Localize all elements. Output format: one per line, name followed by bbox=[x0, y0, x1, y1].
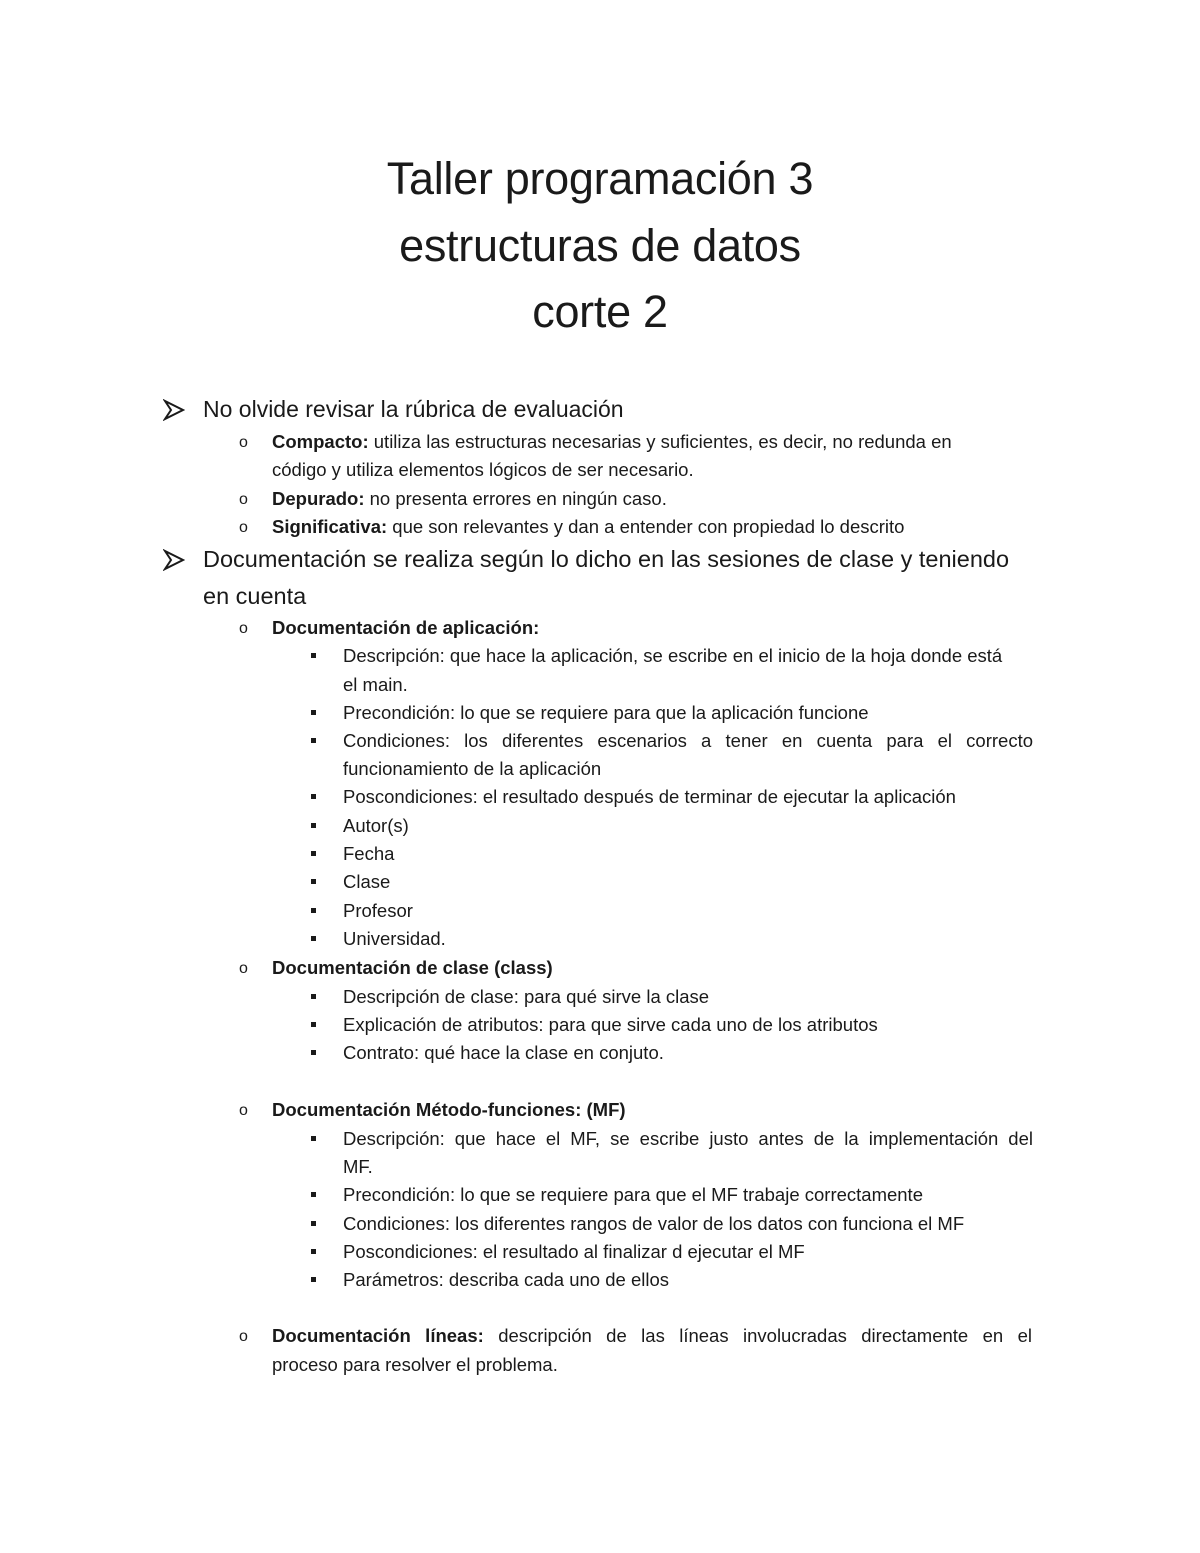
square-bullet-icon bbox=[311, 1277, 316, 1282]
o-bullet: o bbox=[239, 960, 248, 977]
app-item-condiciones-cont: funcionamiento de la aplicación bbox=[343, 758, 602, 779]
section-heading-documentacion: Documentación se realiza según lo dicho en las sesiones de clase y teniendo bbox=[203, 546, 1010, 572]
subheading-app-doc bbox=[272, 614, 539, 642]
square-bullet-icon bbox=[311, 908, 316, 913]
mf-item-descripcion-cont: MF. bbox=[343, 1156, 373, 1177]
o-bullet: o bbox=[239, 491, 248, 508]
mf-item-descripcion: Descripción: que hace el MF, se escribe justo antes de la implementación del bbox=[343, 1128, 1033, 1149]
class-item-descripcion: Descripción de clase: para qué sirve la clase bbox=[343, 986, 710, 1007]
app-item-descripcion: Descripción: que hace la aplicación, se escribe en el inicio de la hoja donde está bbox=[343, 645, 1003, 666]
class-item-atributos: Explicación de atributos: para que sirve cada uno de los atributos bbox=[343, 1014, 878, 1035]
o-bullet: o bbox=[239, 1328, 248, 1345]
rubric-label: Compacto: bbox=[272, 431, 369, 452]
mf-item-poscondiciones: Poscondiciones: el resultado al finalizar d ejecutar el MF bbox=[343, 1241, 805, 1262]
square-bullet-icon bbox=[311, 653, 316, 658]
lines-text: descripción de las líneas involucradas directamente en el bbox=[483, 1325, 1033, 1346]
app-item-poscondiciones: Poscondiciones: el resultado después de terminar de ejecutar la aplicación bbox=[343, 786, 956, 807]
app-item-fecha: Fecha bbox=[343, 843, 395, 864]
o-bullet: o bbox=[239, 434, 248, 451]
subheading-text: Documentación Método-funciones: (MF) bbox=[272, 1099, 626, 1120]
rubric-label: Depurado: bbox=[272, 488, 365, 509]
lines-doc-cont: proceso para resolver el problema. bbox=[272, 1354, 558, 1375]
arrow-bullet-icon bbox=[163, 399, 185, 421]
mf-item-condiciones: Condiciones: los diferentes rangos de valor de los datos con funciona el MF bbox=[343, 1213, 965, 1234]
rubric-label: Significativa: bbox=[272, 516, 388, 537]
title-line-3: corte 2 bbox=[532, 286, 668, 337]
rubric-item-compacto-cont: código y utiliza elementos lógicos de ser necesario. bbox=[272, 459, 694, 480]
rubric-item-significativa bbox=[272, 513, 904, 541]
subheading-class-doc bbox=[272, 954, 553, 982]
subheading-mf-doc bbox=[272, 1096, 626, 1124]
rubric-text: utiliza las estructuras necesarias y suficientes, es decir, no redunda en bbox=[368, 431, 952, 452]
lines-label: Documentación líneas: bbox=[272, 1325, 484, 1346]
o-bullet: o bbox=[239, 519, 248, 536]
section-heading-documentacion-cont: en cuenta bbox=[203, 583, 307, 609]
square-bullet-icon bbox=[311, 1221, 316, 1226]
square-bullet-icon bbox=[311, 851, 316, 856]
square-bullet-icon bbox=[311, 936, 316, 941]
mf-item-parametros: Parámetros: describa cada uno de ellos bbox=[343, 1269, 669, 1290]
app-item-clase: Clase bbox=[343, 871, 391, 892]
square-bullet-icon bbox=[311, 1249, 316, 1254]
square-bullet-icon bbox=[311, 738, 316, 743]
app-item-autor: Autor(s) bbox=[343, 815, 409, 836]
class-item-contrato: Contrato: qué hace la clase en conjuto. bbox=[343, 1042, 664, 1063]
mf-item-precondicion: Precondición: lo que se requiere para que el MF trabaje correctamente bbox=[343, 1184, 923, 1205]
o-bullet: o bbox=[239, 620, 248, 637]
square-bullet-icon bbox=[311, 794, 316, 799]
rubric-text: que son relevantes y dan a entender con propiedad lo descrito bbox=[387, 516, 905, 537]
o-bullet: o bbox=[239, 1102, 248, 1119]
subheading-text: Documentación de clase (class) bbox=[272, 957, 553, 978]
app-item-profesor: Profesor bbox=[343, 900, 413, 921]
title-line-2: estructuras de datos bbox=[399, 220, 801, 271]
app-item-universidad: Universidad. bbox=[343, 928, 446, 949]
rubric-item-compacto bbox=[272, 428, 952, 456]
square-bullet-icon bbox=[311, 1022, 316, 1027]
subheading-text: Documentación de aplicación: bbox=[272, 617, 540, 638]
arrow-bullet-icon bbox=[163, 549, 185, 571]
square-bullet-icon bbox=[311, 1050, 316, 1055]
section-heading-rubrica: No olvide revisar la rúbrica de evaluación bbox=[203, 396, 624, 422]
title-line-1: Taller programación 3 bbox=[386, 153, 814, 204]
rubric-text: no presenta errores en ningún caso. bbox=[364, 488, 667, 509]
square-bullet-icon bbox=[311, 1136, 316, 1141]
square-bullet-icon bbox=[311, 1192, 316, 1197]
lines-doc bbox=[272, 1322, 1032, 1350]
app-item-descripcion-cont: el main. bbox=[343, 674, 408, 695]
app-item-precondicion: Precondición: lo que se requiere para que la aplicación funcione bbox=[343, 702, 869, 723]
square-bullet-icon bbox=[311, 879, 316, 884]
rubric-item-depurado bbox=[272, 485, 667, 513]
square-bullet-icon bbox=[311, 994, 316, 999]
app-item-condiciones: Condiciones: los diferentes escenarios a tener en cuenta para el correcto bbox=[343, 730, 1033, 751]
square-bullet-icon bbox=[311, 823, 316, 828]
square-bullet-icon bbox=[311, 710, 316, 715]
